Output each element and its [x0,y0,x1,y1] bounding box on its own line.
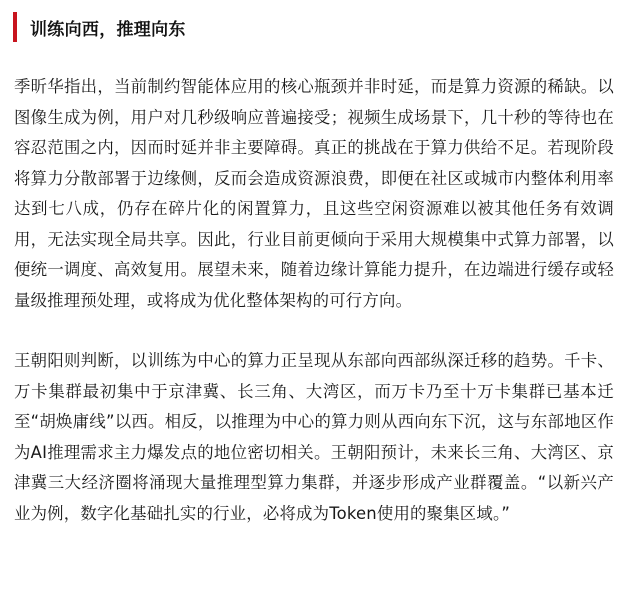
article-paragraph-1: 季昕华指出，当前制约智能体应用的核心瓶颈并非时延，而是算力资源的稀缺。以图像生成为例，用户对几秒级响应普遍接受；视频生成场景下，几十秒的等待也在容忍范围之内，因而时延并非主要障碍。真正的挑战在于算力供给不足。若现阶段将算力分散部署于边缘侧，反而会造成资源浪费，即便在社区或城市内整体利用率达到七八成，仍存在碎片化的闲置算力，且这些空闲资源难以被其他任务有效调用，无法实现全局共享。因此，行业目前更倾向于采用大规模集中式算力部署，以便统一调度、高效复用。展望未来，随着边缘计算能力提升，在边端进行缓存或轻量级推理预处理，或将成为优化整体架构的可行方向。 [14,77,614,310]
article-body [14,72,614,529]
article-paragraph-2: 王朝阳则判断，以训练为中心的算力正呈现从东部向西部纵深迁移的趋势。千卡、万卡集群最初集中于京津冀、长三角、大湾区，而万卡乃至十万卡集群已基本迁至“胡焕庸线”以西。相反，以推理为中心的算力则从西向东下沉，这与东部地区作为AI推理需求主力爆发点的地位密切相关。王朝阳预计，未来长三角、大湾区、京津冀三大经济圈将涌现大量推理型算力集群，并逐步形成产业群覆盖。“以新兴产业为例，数字化基础扎实的行业，必将成为Token使用的聚集区域。” [14,351,614,523]
heading-accent-bar [13,12,17,42]
section-title: 训练向西，推理向东 [30,19,186,40]
section-heading [13,12,186,42]
